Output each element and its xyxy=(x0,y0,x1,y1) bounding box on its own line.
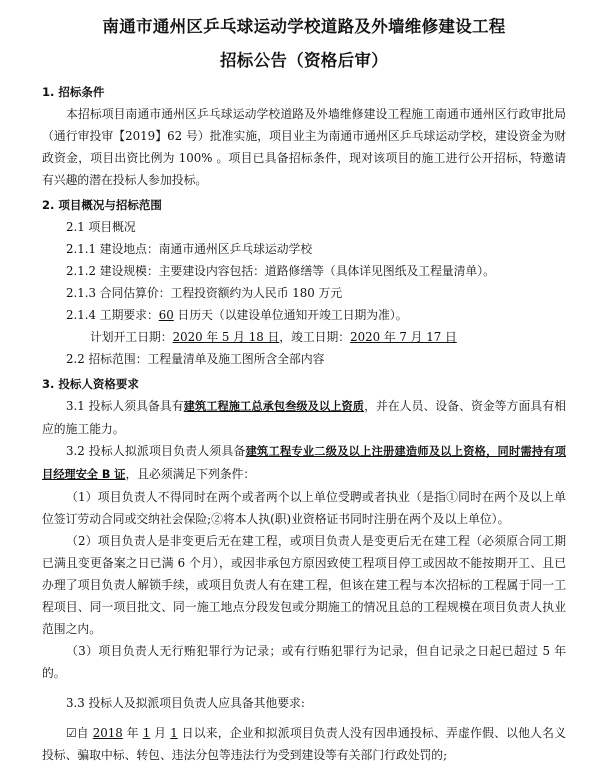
document-title: 南通市通州区乒乓球运动学校道路及外墙维修建设工程 xyxy=(102,17,506,36)
duration-requirement xyxy=(42,304,566,326)
schedule-dates xyxy=(42,326,566,348)
section-1-heading: 1. 招标条件 xyxy=(42,85,105,99)
section-2-heading: 2. 项目概况与招标范围 xyxy=(42,198,162,212)
condition-1: （1）项目负责人不得同时在两个或者两个以上单位受聘或者执业（是指①同时在两个及以上单位签订劳动合同或交纳社会保险;②将本人执(职)业资格证书同时注册在两个及以上单位）。 xyxy=(42,490,566,526)
day-value: 1 xyxy=(170,726,178,740)
duration-note: 日历天（以建设单位通知开竣工日期为准）。 xyxy=(173,308,408,322)
year-unit: 年 xyxy=(122,726,143,740)
qualification-3-2-tail: ，且必须满足下列条件： xyxy=(125,467,256,481)
document-subtitle: 招标公告（资格后审） xyxy=(220,51,388,70)
qualification-3-1-requirement: 建筑工程施工总承包叁级及以上资质 xyxy=(183,400,365,413)
qualification-3-2 xyxy=(42,440,566,486)
section-1-paragraph: 本招标项目南通市通州区乒乓球运动学校道路及外墙维修建设工程施工南通市通州区行政审批局（通行审投审【2019】62 号）批准实施，项目业主为南通市通州区乒乓球运动学校，建设资金为财政资金，项目出资比例为 100% 。项目已具备招标条件，现对该项目的施工进行公开招标，特邀请有兴趣的潜在投标人参加投标。 xyxy=(42,107,566,187)
condition-3: （3）项目负责人无行贿犯罪行为记录；或有行贿犯罪行为记录，但自记录之日起已超过 5 年的。 xyxy=(42,644,566,680)
month-value: 1 xyxy=(142,726,151,740)
contract-estimate: 2.1.3 合同估算价：工程投资额约为人民币 180 万元 xyxy=(66,286,343,300)
condition-2: （2）项目负责人是非变更后无在建工程，或项目负责人是变更后无在建工程（必须原合同工期已满且变更备案之日已满 6 个月），或因非承包方原因致使工程项目停工或因故不能按期开工、且已办理了项目负责人解锁手续，或项目负责人有在建工程，但该在建工程与本次招标的工程属于同一工程项目、同一项目批文、同一施工地点分段发包或分期施工的情况且总的工程规模在项目负责人执业范围之内。 xyxy=(42,534,566,636)
qualification-3-1-text: 3.1 投标人须具备具有 xyxy=(66,399,184,413)
no-penalty-text: 日以来，企业和拟派项目负责人没有因串通投标、弄虚作假、以他人名义投标、骗取中标、转包、违法分包等违法行为受到建设等有关部门行政处罚的; xyxy=(42,726,566,762)
no-penalty-statement xyxy=(42,722,566,766)
tender-scope: 2.2 招标范围：工程量清单及施工图所含全部内容 xyxy=(66,352,325,366)
qualification-3-2-text: 3.2 投标人拟派项目负责人须具备 xyxy=(66,444,246,458)
qualification-3-1-tail: ，并在人员、设备、资金等方面具有相应的施工能力。 xyxy=(42,399,566,436)
start-date-label: 计划开工日期： xyxy=(90,330,173,344)
month-unit: 月 xyxy=(150,726,171,740)
end-date-label: ，竣工日期： xyxy=(279,330,351,344)
project-overview: 2.1 项目概况 xyxy=(66,220,136,234)
qualification-3-3: 3.3 投标人及拟派项目负责人应具备其他要求: xyxy=(66,696,305,710)
duration-label: 2.1.4 工期要求： xyxy=(66,308,159,322)
qualification-3-2-requirement: 建筑工程专业二级及以上注册建造师及以上资格，同时需持有项目经理安全 B 证 xyxy=(42,445,566,481)
qualification-3-1 xyxy=(42,395,566,440)
end-date: 2020 年 7 月 17 日 xyxy=(350,330,457,344)
section-3-heading: 3. 投标人资格要求 xyxy=(42,377,139,391)
year-value: 2018 xyxy=(92,726,123,740)
start-date: 2020 年 5 月 18 日 xyxy=(172,330,280,344)
checkbox-mark: ☑自 xyxy=(66,726,93,740)
construction-scale: 2.1.2 建设规模：主要建设内容包括：道路修缮等（具体详见图纸及工程量清单）。 xyxy=(66,264,495,278)
duration-days: 60 xyxy=(158,308,174,322)
construction-site: 2.1.1 建设地点：南通市通州区乒乓球运动学校 xyxy=(66,242,313,256)
